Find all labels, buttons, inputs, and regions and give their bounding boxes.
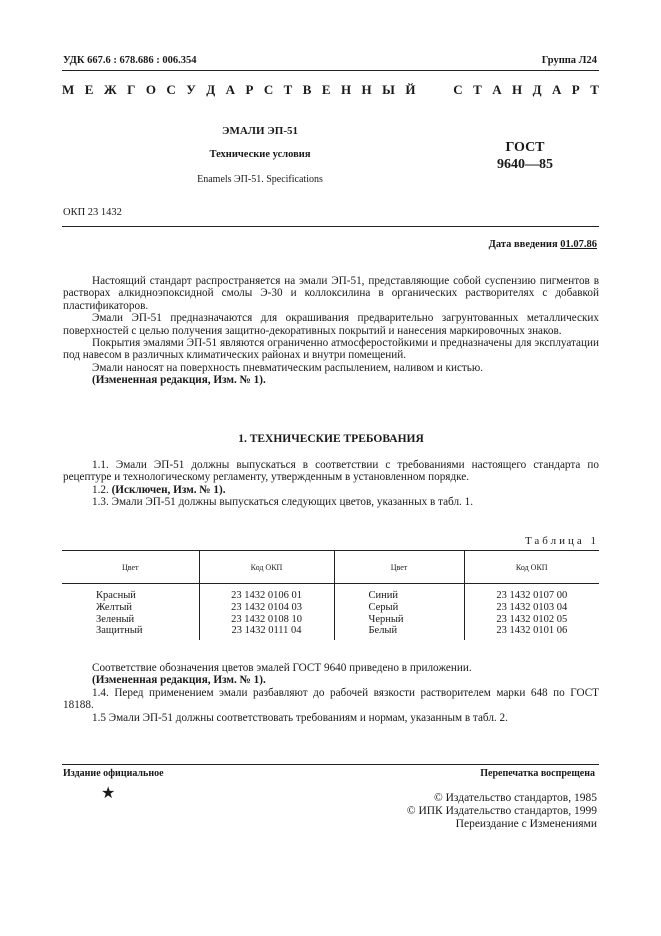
group-code: Группа Л24 — [541, 55, 597, 66]
banner-letter: Р — [571, 82, 580, 97]
table-header-cell: Код ОКП — [464, 551, 599, 584]
section-heading: 1. ТЕХНИЧЕСКИЕ ТРЕБОВАНИЯ — [238, 433, 424, 445]
table-cell: Красный — [96, 590, 136, 601]
intro-paragraph: Покрытия эмалями ЭП-51 являются ограниченно атмосферостойкими и предназначены для эксплуатации под навесом в различных климатических районах и внутри помещений. — [63, 337, 599, 362]
banner-letter: Д — [532, 82, 542, 97]
table-cell: 23 1432 0108 10 — [199, 614, 334, 626]
section1-text — [63, 459, 599, 509]
banner-gap — [426, 82, 429, 98]
banner-letter: Т — [283, 82, 293, 97]
banner-letter: О — [145, 82, 156, 97]
banner-letter: С — [166, 82, 176, 97]
table-row — [62, 625, 599, 640]
udk-code: УДК 667.6 : 678.686 : 006.354 — [63, 55, 197, 66]
table-cell: 23 1432 0101 06 — [464, 625, 599, 640]
banner-letter: В — [302, 82, 312, 97]
banner-letter: Ы — [382, 82, 395, 97]
table-cell: 23 1432 0111 04 — [199, 625, 334, 640]
intro-paragraph: Эмали наносят на поверхность пневматическим распылением, наливом и кистью. — [92, 361, 484, 374]
intro-text — [63, 275, 599, 387]
introduction-date-label: Дата введения — [488, 239, 558, 250]
banner-letter: Е — [84, 82, 94, 97]
table-header-cell: Цвет — [62, 551, 199, 584]
reissue-note: Переиздание с Изменениями — [455, 818, 597, 830]
colors-table — [62, 550, 599, 640]
banner-letter: Р — [245, 82, 254, 97]
document-subtitle: Технические условия — [209, 149, 311, 160]
table-cell: 23 1432 0106 01 — [199, 584, 334, 602]
table-cell: 23 1432 0103 04 — [464, 602, 599, 614]
interstate-standard-banner — [62, 82, 599, 98]
banner-letter: Е — [321, 82, 331, 97]
table-header-row — [62, 551, 599, 584]
clause-1-1: 1.1. Эмали ЭП-51 должны выпускаться в соответствии с требованиями настоящего стандарта по рецептуре и технологическому регламенту, утвержденным в установленном порядке. — [63, 459, 599, 484]
star-icon: ★ — [101, 785, 116, 802]
banner-letter: А — [551, 82, 562, 97]
copyright-block — [407, 792, 597, 831]
banner-letter: М — [62, 82, 75, 97]
amendment-note: (Измененная редакция, Изм. № 1). — [92, 674, 266, 687]
table-cell: Черный — [334, 614, 464, 626]
header-rule — [62, 226, 599, 227]
banner-letter: Т — [473, 82, 482, 97]
official-edition: Издание официальное — [63, 768, 164, 779]
banner-letter: Ж — [103, 82, 117, 97]
copyright-line: © ИПК Издательство стандартов, 1999 — [406, 805, 597, 817]
banner-letter: С — [453, 82, 463, 97]
banner-letter: А — [492, 82, 502, 97]
clause-1-2-text: (Исключен, Изм. № 1). — [111, 483, 226, 496]
table-cell: 23 1432 0102 05 — [464, 614, 599, 626]
document-title: ЭМАЛИ ЭП-51 — [222, 125, 298, 137]
introduction-date-value: 01.07.86 — [560, 239, 597, 250]
clause-1-5: 1.5 Эмали ЭП-51 должны соответствовать требованиям и нормам, указанным в табл. 2. — [92, 711, 508, 724]
banner-gap — [440, 82, 443, 98]
intro-paragraph: Настоящий стандарт распространяется на эмали ЭП-51, представляющие собой суспензию пигментов в растворах алкидноэпоксидной смолы Э-30 и коллоксилина в органических растворителях с добавкой пластификаторов. — [63, 275, 599, 312]
banner-letter: С — [263, 82, 274, 97]
banner-letter: Г — [127, 82, 136, 97]
introduction-date — [489, 239, 597, 250]
table-cell: Зеленый — [96, 613, 135, 625]
banner-letter: Н — [361, 82, 372, 97]
banner-letter: А — [225, 82, 235, 97]
intro-paragraph: Эмали ЭП-51 предназначаются для окрашивания предварительно загрунтованных металлических поверхностей с целью получения защитно-декоративных покрытий и нанесения маркировочных знаков. — [63, 312, 599, 337]
top-rule — [62, 70, 599, 71]
clause-1-4: 1.4. Перед применением эмали разбавляют до рабочей вязкости растворителем марки 648 по ГОСТ 18188. — [63, 686, 599, 712]
copyright-line: © Издательство стандартов, 1985 — [433, 792, 597, 804]
clause-1-2-number: 1.2. — [92, 483, 109, 496]
banner-letter: Т — [590, 82, 599, 97]
table-label: Таблица 1 — [524, 535, 599, 547]
banner-letter: Й — [405, 82, 416, 97]
clause-1-3: 1.3. Эмали ЭП-51 должны выпускаться следующих цветов, указанных в табл. 1. — [92, 496, 474, 509]
gost-code: 9640—85 — [497, 157, 553, 172]
table-row — [62, 602, 599, 614]
reprint-prohibited: Перепечатка воспрещена — [480, 768, 595, 779]
table-cell: 23 1432 0107 00 — [464, 584, 599, 602]
table-row — [62, 614, 599, 626]
gost-number — [470, 139, 580, 173]
banner-letter: Д — [206, 82, 216, 97]
table-cell: Защитный — [96, 625, 143, 637]
table-header-cell: Цвет — [334, 551, 464, 584]
footer-rule — [62, 764, 599, 765]
table-cell: Желтый — [96, 601, 133, 613]
appendix-note: Соответствие обозначения цветов эмалей ГОСТ 9640 приведено в приложении. — [92, 662, 472, 674]
table-cell: Синий — [334, 584, 464, 602]
table-row — [62, 584, 599, 602]
intro-amendment: (Измененная редакция, Изм. № 1). — [92, 374, 266, 387]
english-title: Enamels ЭП-51. Specifications — [197, 174, 323, 185]
banner-letter: Н — [340, 82, 352, 97]
okp-code: ОКП 23 1432 — [63, 207, 122, 218]
table-cell: Серый — [334, 602, 464, 614]
table-cell: 23 1432 0104 03 — [199, 602, 334, 614]
banner-letter: Н — [512, 82, 523, 97]
table-cell: Белый — [334, 625, 464, 640]
gost-label: ГОСТ — [505, 140, 545, 155]
banner-letter: У — [186, 82, 196, 97]
table-header-cell: Код ОКП — [199, 551, 334, 584]
after-table-text — [63, 662, 599, 724]
clause-1-2 — [63, 484, 599, 496]
